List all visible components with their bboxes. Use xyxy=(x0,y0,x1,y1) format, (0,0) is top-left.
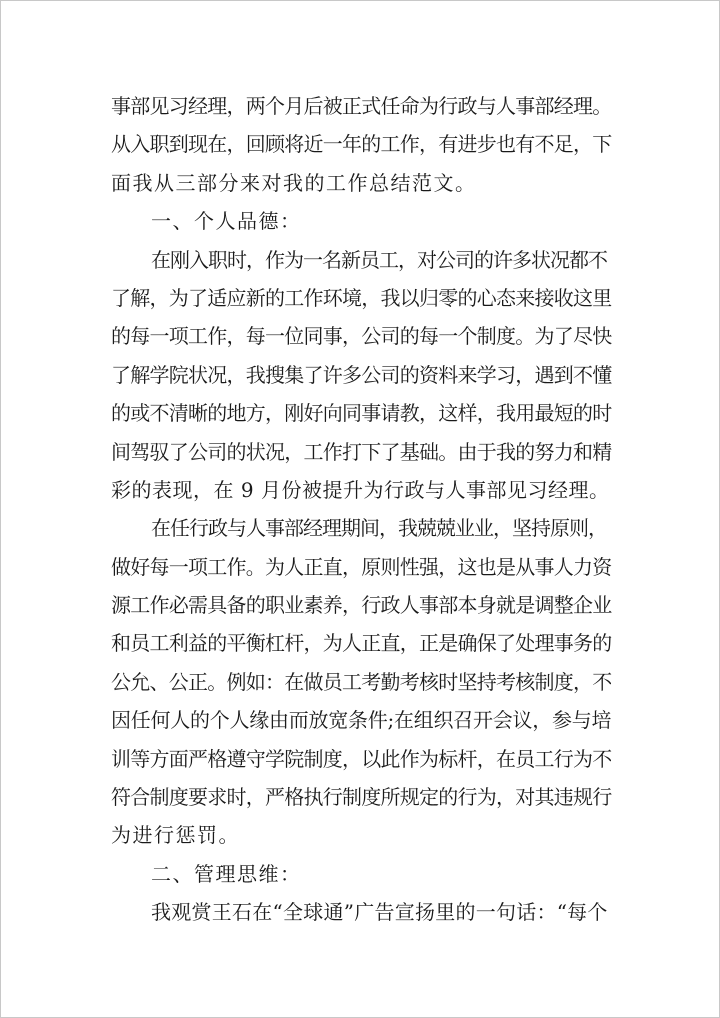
text-line: 了解，为了适应新的工作环境，我以归零的心态来接收这里 xyxy=(111,285,612,310)
text-line: 了解学院状况，我搜集了许多公司的资料来学习，遇到不懂 xyxy=(111,362,612,387)
text-line: 的每一项工作，每一位同事，公司的每一个制度。为了尽快 xyxy=(111,324,612,349)
text-line: 为进行惩罚。 xyxy=(111,823,240,848)
text-line: 做好每一项工作。为人正直，原则性强，这也是从事人力资 xyxy=(111,554,612,579)
text-line: 符合制度要求时，严格执行制度所规定的行为，对其违规行 xyxy=(111,785,612,810)
section-heading-management-thinking: 二、管理思维： xyxy=(151,861,302,886)
text-line: 训等方面严格遵守学院制度，以此作为标杆，在员工行为不 xyxy=(111,746,612,771)
paragraph-first-line: 在任行政与人事部经理期间，我兢兢业业，坚持原则， xyxy=(151,516,607,541)
text-line: 从入职到现在，回顾将近一年的工作，有进步也有不足，下 xyxy=(111,132,612,157)
text-line: 公允、公正。例如：在做员工考勤考核时坚持考核制度，不 xyxy=(111,669,612,694)
document-body xyxy=(111,87,611,932)
paragraph-first-line: 我观赏王石在“全球通”广告宣扬里的一句话：“每个 xyxy=(151,900,608,925)
text-line: 和员工利益的平衡杠杆，为人正直，正是确保了处理事务的 xyxy=(111,631,612,656)
text-line: 事部见习经理，两个月后被正式任命为行政与人事部经理。 xyxy=(111,94,612,118)
section-heading-personal-character: 一、个人品德： xyxy=(151,209,302,234)
text-line: 因任何人的个人缘由而放宽条件;在组织召开会议，参与培 xyxy=(111,708,612,733)
text-line: 源工作必需具备的职业素养，行政人事部本身就是调整企业 xyxy=(111,593,612,618)
text-line: 间驾驭了公司的状况，工作打下了基础。由于我的努力和精 xyxy=(111,439,612,464)
text-line: 的或不清晰的地方，刚好向同事请教，这样，我用最短的时 xyxy=(111,401,612,426)
text-line: 彩的表现，在 9 月份被提升为行政与人事部见习经理。 xyxy=(111,477,610,502)
text-line: 面我从三部分来对我的工作总结范文。 xyxy=(111,170,477,195)
paragraph-first-line: 在刚入职时，作为一名新员工，对公司的许多状况都不 xyxy=(151,247,607,272)
